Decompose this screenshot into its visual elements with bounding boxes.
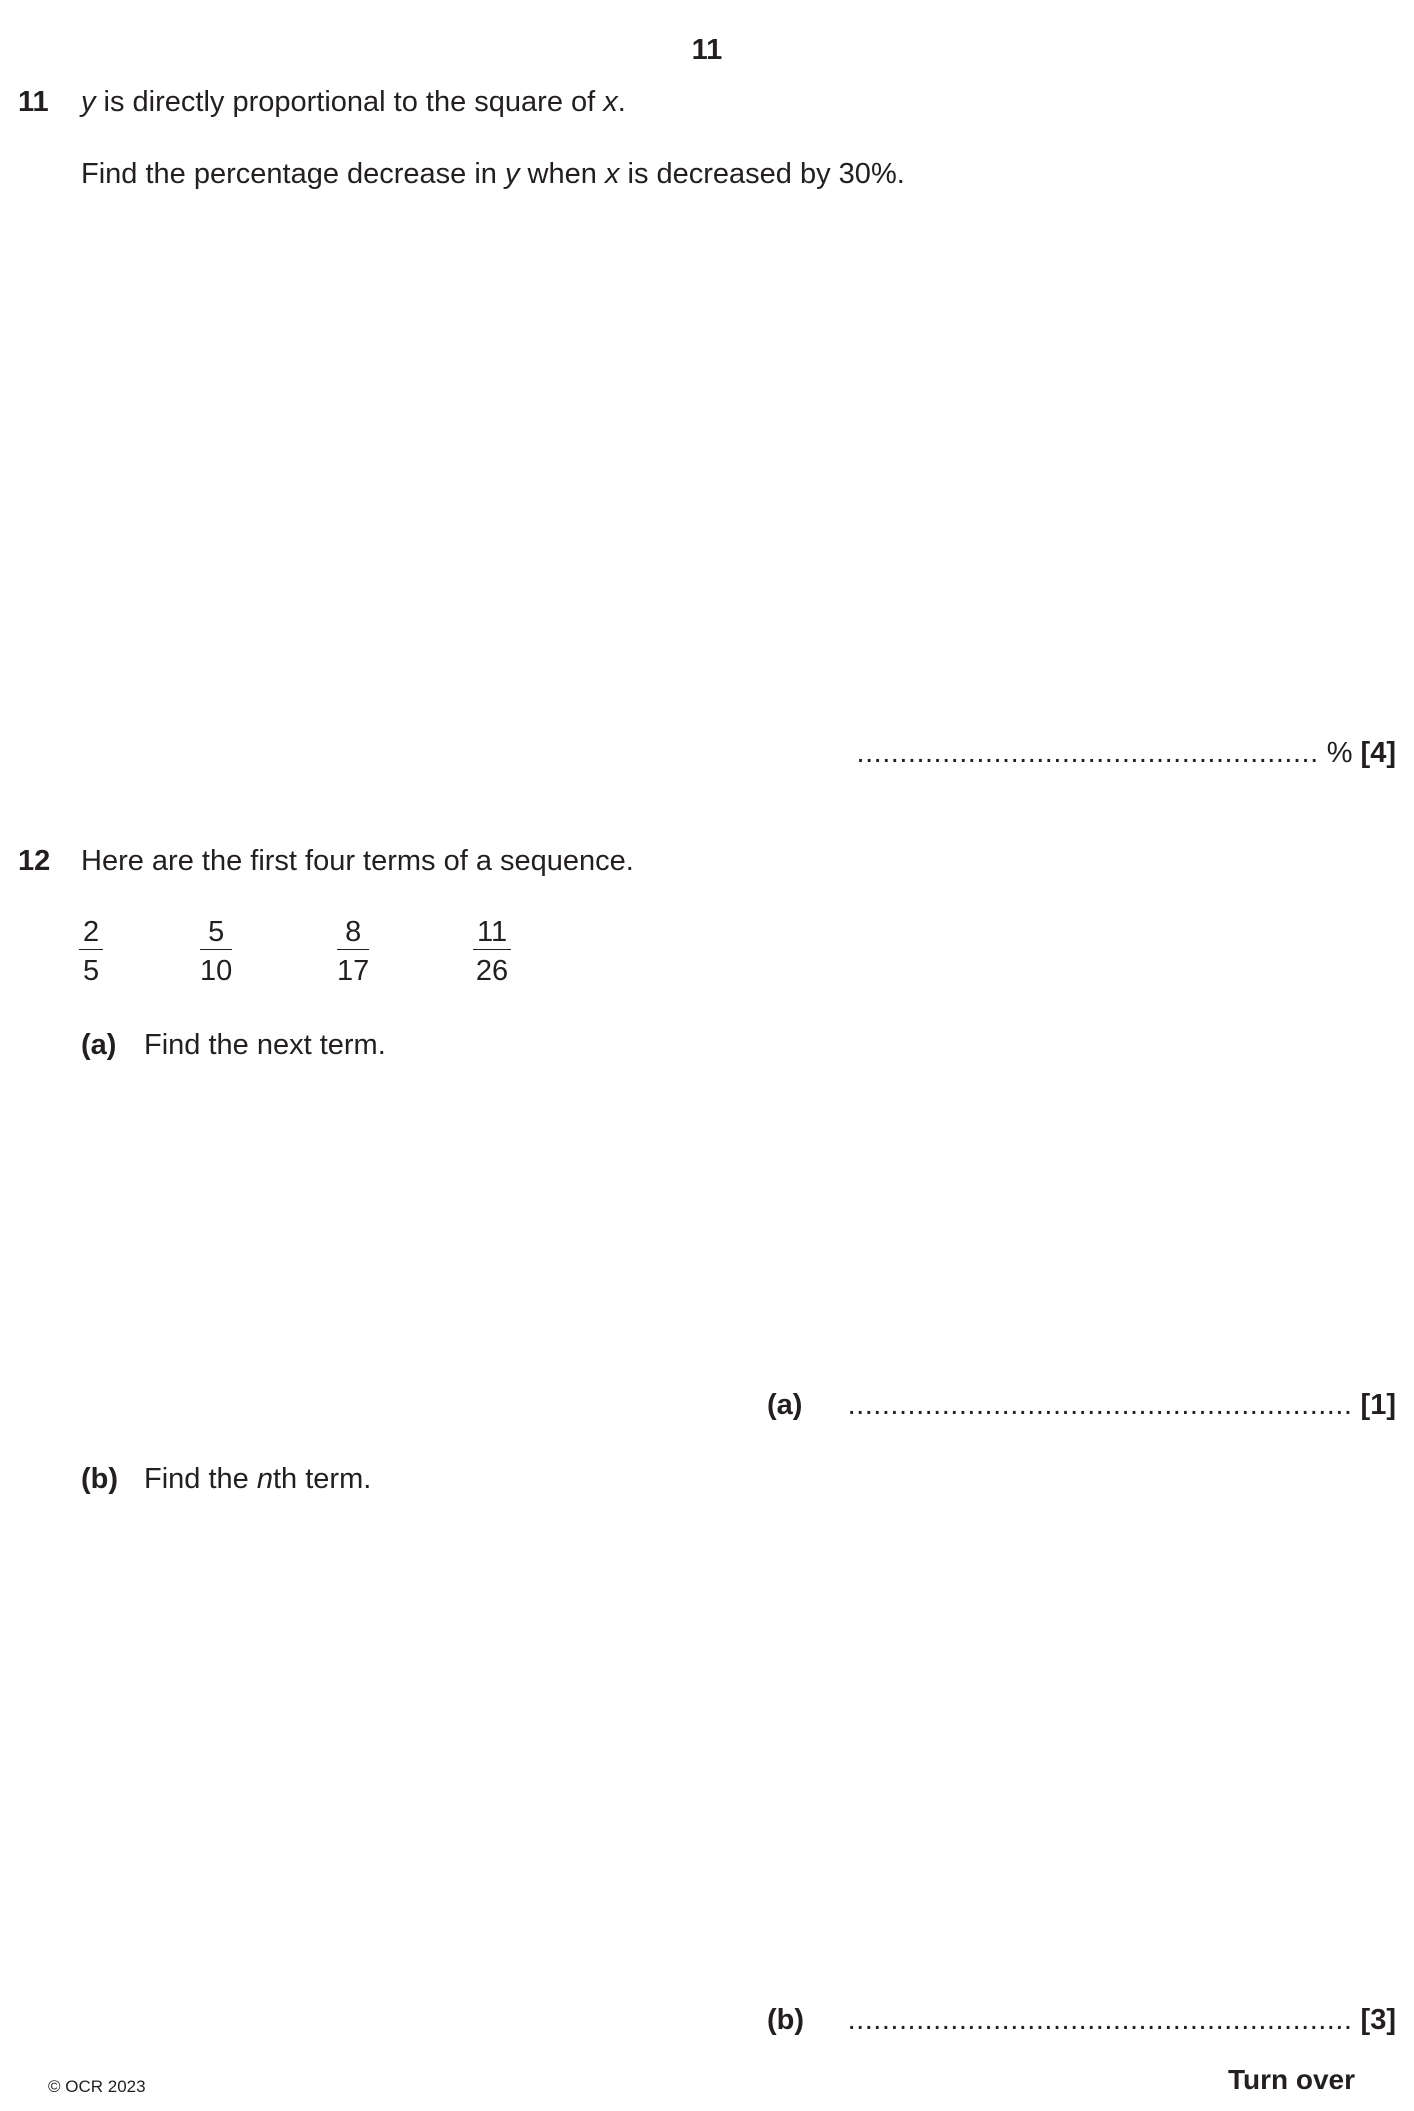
denominator: 17 — [337, 955, 370, 987]
task-text: is decreased by 30%. — [619, 158, 905, 190]
marks: [3] — [1360, 2004, 1396, 2036]
denominator: 26 — [475, 955, 509, 987]
question-11-number: 11 — [18, 86, 49, 118]
stem-text: is directly proportional to the square of — [95, 86, 604, 118]
question-12-stem: Here are the first four terms of a sequence. — [81, 845, 634, 877]
part-b-answer-line[interactable] — [848, 2004, 1396, 2037]
stem-text: . — [617, 86, 626, 118]
part-a-answer-label: (a) — [767, 1389, 803, 1421]
part-b-text-start: Find the — [144, 1463, 257, 1495]
var-y: y — [505, 158, 520, 190]
task-text: when — [519, 158, 605, 190]
question-11-task — [81, 158, 905, 191]
question-12-number: 12 — [18, 845, 51, 877]
marks: [4] — [1360, 737, 1396, 769]
part-a-label: (a) — [81, 1029, 117, 1061]
answer-dots: ........................................................... — [847, 1389, 1353, 1421]
numerator: 8 — [337, 915, 369, 950]
var-x: x — [603, 86, 618, 118]
numerator: 2 — [79, 915, 103, 950]
var-x: x — [604, 158, 620, 190]
part-a-answer-line[interactable] — [848, 1389, 1396, 1422]
part-b-label: (b) — [81, 1463, 119, 1495]
part-b-text-end: th term. — [272, 1463, 372, 1495]
var-y: y — [81, 86, 96, 118]
numerator: 11 — [473, 915, 511, 950]
task-text: Find the percentage decrease in — [81, 158, 505, 190]
sequence-term-2 — [200, 915, 232, 988]
copyright: © OCR 2023 — [48, 2077, 146, 2096]
denominator: 10 — [200, 955, 233, 987]
marks: [1] — [1360, 1389, 1396, 1421]
denominator: 5 — [83, 955, 100, 987]
sequence-term-1 — [79, 915, 103, 988]
numerator: 5 — [200, 915, 232, 950]
sequence-term-4 — [473, 915, 511, 988]
question-11-stem — [81, 86, 626, 119]
turn-over: Turn over — [1227, 2064, 1355, 2095]
answer-unit: % — [1318, 737, 1361, 769]
sequence-term-3 — [337, 915, 369, 988]
answer-dots: ...................................................... — [856, 737, 1319, 769]
part-b-text — [144, 1463, 371, 1496]
answer-dots: ........................................................... — [847, 2004, 1353, 2036]
part-a-text: Find the next term. — [144, 1029, 386, 1061]
question-11-answer-line[interactable] — [857, 737, 1396, 770]
page-number: 11 — [691, 34, 723, 66]
var-n: n — [256, 1463, 273, 1495]
part-b-answer-label: (b) — [767, 2004, 805, 2036]
